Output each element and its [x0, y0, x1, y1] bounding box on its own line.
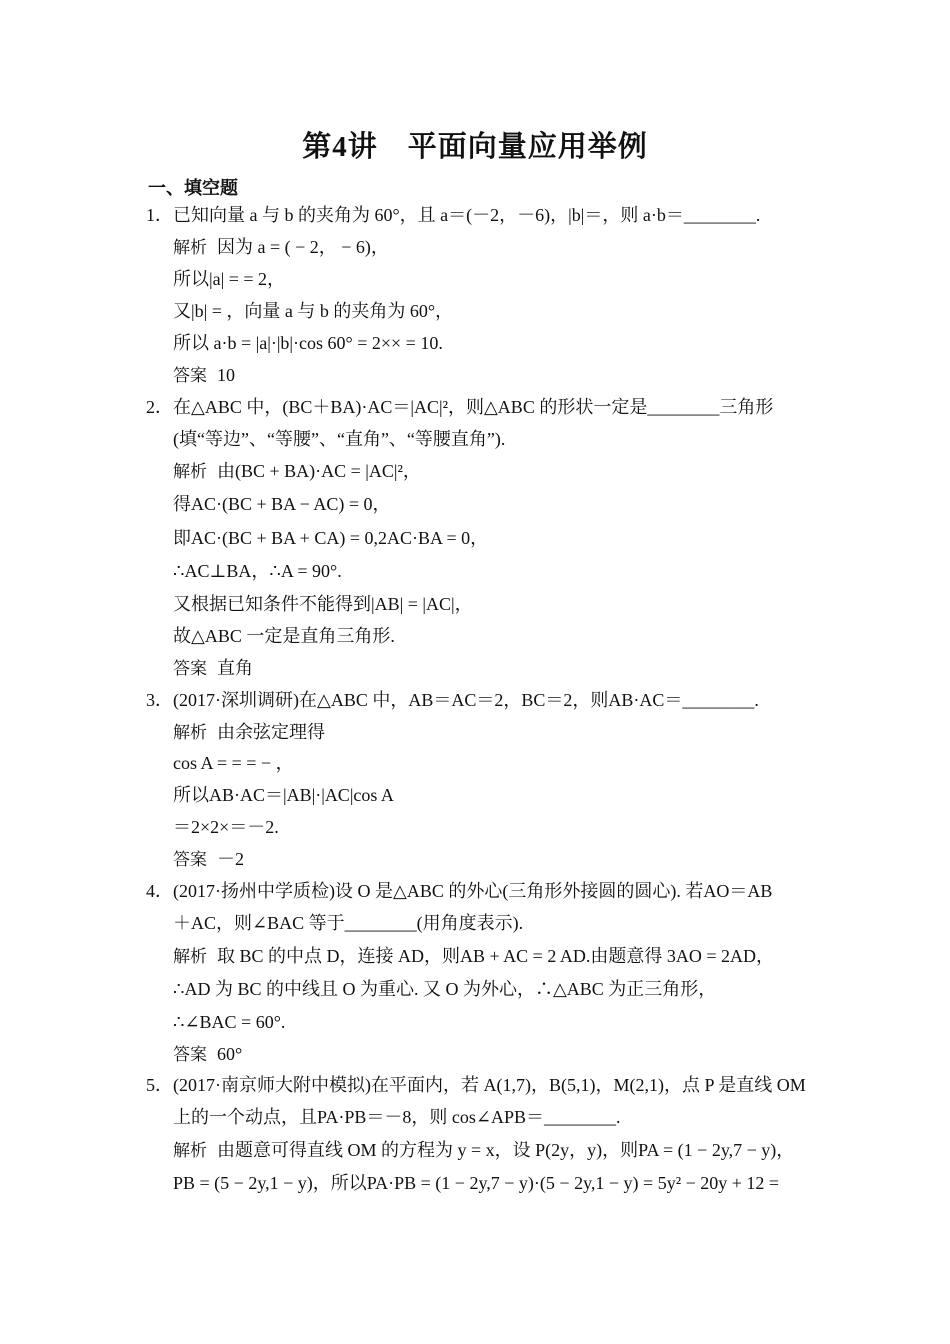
q4-answer: 60° — [217, 1044, 243, 1064]
section-heading: 一、填空题 — [148, 178, 238, 199]
q3-answer-line — [173, 847, 244, 872]
answer-label: 答案 — [173, 366, 207, 386]
answer-label: 答案 — [173, 850, 207, 870]
q2-answer: 直角 — [217, 658, 253, 678]
q2-stem-2: (填“等边”、“等腰”、“直角”、“等腰直角”). — [173, 429, 506, 449]
q4-step-3: ∴∠BAC = 60°. — [173, 1012, 286, 1032]
q3-solution-line-1 — [173, 720, 325, 745]
q4-number: 4． — [146, 881, 173, 901]
q2-step-4: ∴AC⊥BA，∴A = 90°. — [173, 561, 342, 581]
q2-step-1: 由(BC + BA)·AC = |AC|²， — [217, 461, 421, 481]
q2-step-3: 即AC·(BC + BA + CA) = 0,2AC·BA = 0， — [173, 528, 489, 548]
q2-solution-line-1 — [173, 459, 421, 484]
page-title: 第4讲 平面向量应用举例 — [302, 131, 648, 163]
q2-step-2: 得AC·(BC + BA − AC) = 0， — [173, 494, 391, 514]
q3-step-3: 所以AB·AC＝|AB|·|AC|cos A — [173, 785, 394, 805]
q4-step-2: ∴AD 为 BC 的中线且 O 为重心. 又 O 为外心，∴△ABC 为正三角形， — [173, 979, 717, 999]
q4-answer-line — [173, 1042, 242, 1067]
answer-label: 答案 — [173, 659, 207, 679]
q3-step-2: cos A = = = − ， — [173, 753, 294, 773]
analysis-label: 解析 — [173, 462, 207, 482]
q5-stem-2: 上的一个动点，且PA·PB＝－8，则 cos∠APB＝________. — [173, 1107, 621, 1127]
q1-step-2: 所以|a| = = 2， — [173, 269, 285, 289]
q1-step-3: 又|b| = ，向量 a 与 b 的夹角为 60°， — [173, 301, 454, 321]
analysis-label: 解析 — [173, 947, 207, 967]
q4-stem-2: ＋AC，则∠BAC 等于________(用角度表示). — [173, 913, 524, 933]
q5-step-1: 由题意可得直线 OM 的方程为 y = x，设 P(2y，y)，则PA = (1 − 2y,7 − y)， — [217, 1140, 795, 1160]
q3-step-4: ＝2×2×＝－2. — [173, 817, 279, 837]
q2-step-6: 故△ABC 一定是直角三角形. — [173, 626, 395, 646]
q3-answer: －2 — [217, 849, 244, 869]
q5-stem-1: (2017·南京师大附中模拟)在平面内，若 A(1,7)，B(5,1)，M(2,1)，点 P 是直线 OM — [173, 1075, 806, 1095]
q3-step-1: 由余弦定理得 — [217, 722, 325, 742]
analysis-label: 解析 — [173, 1141, 207, 1161]
analysis-label: 解析 — [173, 723, 207, 743]
q1-step-1: 因为 a = ( − 2， − 6)， — [217, 237, 389, 257]
answer-label: 答案 — [173, 1045, 207, 1065]
q2-step-5: 又根据已知条件不能得到|AB| = |AC|， — [173, 594, 473, 614]
q5-number: 5． — [146, 1075, 173, 1095]
q2-answer-line — [173, 656, 253, 681]
q1-number: 1． — [146, 205, 173, 225]
q5-solution-line-1 — [173, 1138, 794, 1163]
q4-stem-1: (2017·扬州中学质检)设 O 是△ABC 的外心(三角形外接圆的圆心). 若AO＝AB — [173, 881, 773, 901]
q1-step-4: 所以 a·b = |a|·|b|·cos 60° = 2×× = 10. — [173, 333, 443, 353]
q3-stem: (2017·深圳调研)在△ABC 中，AB＝AC＝2，BC＝2，则AB·AC＝________. — [173, 690, 759, 710]
q3-number: 3． — [146, 690, 173, 710]
q4-step-1: 取 BC 的中点 D，连接 AD，则AB + AC = 2 AD.由题意得 3AO = 2AD， — [217, 946, 774, 966]
q2-number: 2． — [146, 397, 173, 417]
q1-answer-line — [173, 363, 235, 388]
q2-stem-1: 在△ABC 中，(BC＋BA)·AC＝|AC|²，则△ABC 的形状一定是________三角形 — [173, 397, 774, 417]
analysis-label: 解析 — [173, 238, 207, 258]
q1-solution-line-1 — [173, 235, 389, 260]
q4-solution-line-1 — [173, 944, 774, 969]
q1-stem: 已知向量 a 与 b 的夹角为 60°，且 a＝(－2，－6)，|b|＝，则 a·b＝________. — [173, 205, 761, 225]
q1-answer: 10 — [217, 365, 235, 385]
q5-step-2: PB = (5 − 2y,1 − y)，所以PA·PB = (1 − 2y,7 − y)·(5 − 2y,1 − y) = 5y² − 20y + 12 = — [173, 1173, 780, 1193]
